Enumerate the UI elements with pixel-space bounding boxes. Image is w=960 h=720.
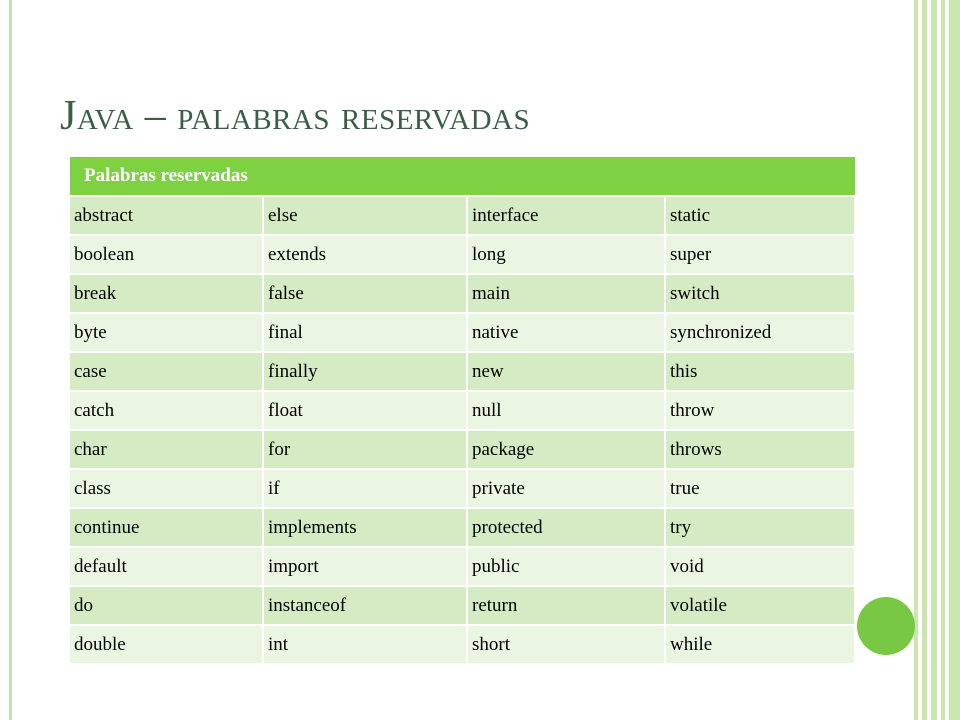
table-cell: this bbox=[665, 352, 855, 391]
table-cell: null bbox=[467, 391, 665, 430]
table-cell: for bbox=[263, 430, 467, 469]
table-cell: static bbox=[665, 196, 855, 235]
table-row bbox=[70, 313, 855, 352]
table-cell: public bbox=[467, 547, 665, 586]
table-cell: extends bbox=[263, 235, 467, 274]
table-cell: try bbox=[665, 508, 855, 547]
table-cell: do bbox=[70, 586, 263, 625]
table-cell: continue bbox=[70, 508, 263, 547]
table-cell: int bbox=[263, 625, 467, 664]
table-cell: volatile bbox=[665, 586, 855, 625]
table-row bbox=[70, 235, 855, 274]
table-row bbox=[70, 274, 855, 313]
table-cell: float bbox=[263, 391, 467, 430]
table-row bbox=[70, 625, 855, 664]
table-cell: false bbox=[263, 274, 467, 313]
table-cell: default bbox=[70, 547, 263, 586]
table-row bbox=[70, 430, 855, 469]
table-cell: final bbox=[263, 313, 467, 352]
table-cell: while bbox=[665, 625, 855, 664]
left-border-line bbox=[9, 0, 12, 720]
table-cell: catch bbox=[70, 391, 263, 430]
table-cell: throw bbox=[665, 391, 855, 430]
table-cell: class bbox=[70, 469, 263, 508]
table-cell: finally bbox=[263, 352, 467, 391]
table-cell: instanceof bbox=[263, 586, 467, 625]
table-cell: case bbox=[70, 352, 263, 391]
stripe-5 bbox=[949, 0, 960, 720]
table-cell: private bbox=[467, 469, 665, 508]
table-row bbox=[70, 547, 855, 586]
table-header: Palabras reservadas bbox=[70, 157, 855, 196]
slide-title: Java – palabras reservadas bbox=[60, 93, 531, 139]
stripe-2 bbox=[922, 0, 927, 720]
table-cell: protected bbox=[467, 508, 665, 547]
table-row bbox=[70, 391, 855, 430]
table-cell: native bbox=[467, 313, 665, 352]
table-cell: throws bbox=[665, 430, 855, 469]
table-cell: super bbox=[665, 235, 855, 274]
table-cell: short bbox=[467, 625, 665, 664]
table-cell: abstract bbox=[70, 196, 263, 235]
table-row bbox=[70, 586, 855, 625]
table-cell: break bbox=[70, 274, 263, 313]
decorative-circle bbox=[857, 597, 915, 655]
table-cell: import bbox=[263, 547, 467, 586]
table-cell: byte bbox=[70, 313, 263, 352]
table-cell: package bbox=[467, 430, 665, 469]
table-cell: main bbox=[467, 274, 665, 313]
stripe-4 bbox=[941, 0, 945, 720]
stripe-3 bbox=[931, 0, 937, 720]
table-cell: long bbox=[467, 235, 665, 274]
table-cell: synchronized bbox=[665, 313, 855, 352]
table-row bbox=[70, 469, 855, 508]
table-cell: char bbox=[70, 430, 263, 469]
table-cell: if bbox=[263, 469, 467, 508]
table-cell: switch bbox=[665, 274, 855, 313]
table-cell: implements bbox=[263, 508, 467, 547]
stripe-1 bbox=[914, 0, 918, 720]
table-cell: interface bbox=[467, 196, 665, 235]
table-body bbox=[70, 196, 855, 664]
right-decorative-stripes bbox=[914, 0, 960, 720]
table-cell: true bbox=[665, 469, 855, 508]
table-row bbox=[70, 508, 855, 547]
table-cell: double bbox=[70, 625, 263, 664]
table-cell: return bbox=[467, 586, 665, 625]
table-row bbox=[70, 352, 855, 391]
table-cell: void bbox=[665, 547, 855, 586]
reserved-words-table bbox=[70, 157, 856, 665]
table-cell: else bbox=[263, 196, 467, 235]
table-row bbox=[70, 196, 855, 235]
table-cell: new bbox=[467, 352, 665, 391]
table-cell: boolean bbox=[70, 235, 263, 274]
